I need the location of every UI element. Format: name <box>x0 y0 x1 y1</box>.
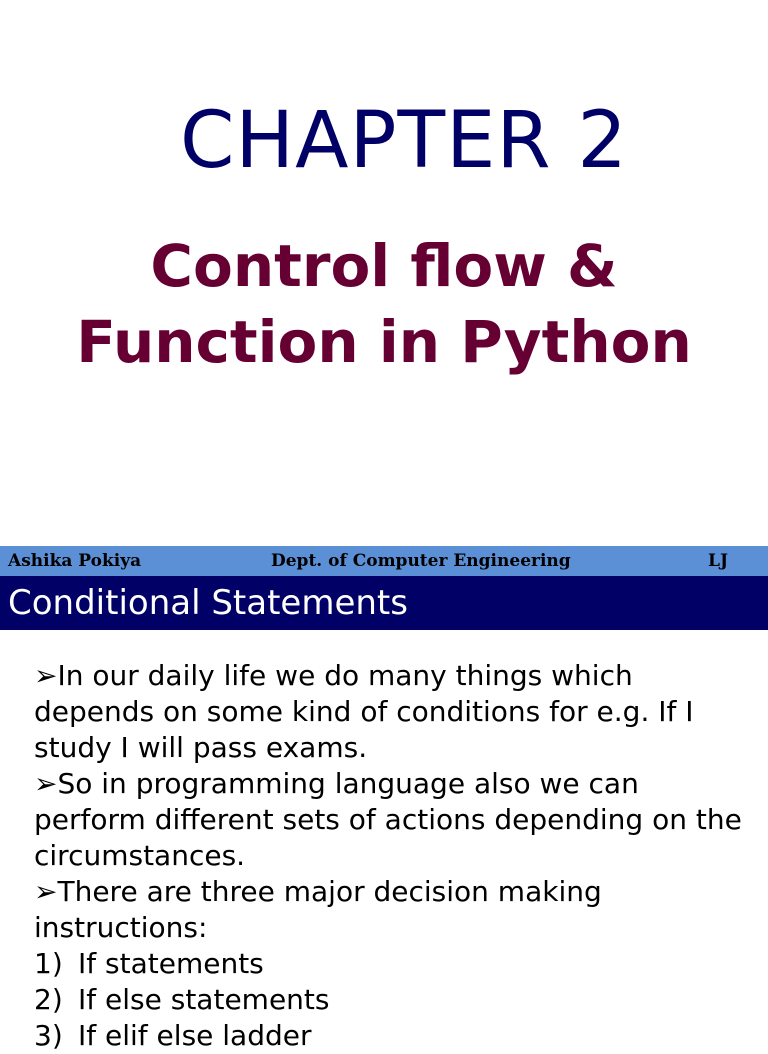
slide-content <box>34 658 754 1054</box>
chapter-subtitle <box>0 228 768 380</box>
bullet-item <box>34 766 754 874</box>
list-item <box>34 946 754 982</box>
list-number: 3) <box>34 1019 63 1052</box>
list-number: 2) <box>34 983 63 1016</box>
bullet-item <box>34 658 754 766</box>
bullet-text: There are three major decision making instructions: <box>34 875 602 944</box>
arrow-bullet-icon: ➢ <box>34 767 58 800</box>
slide-title: Conditional Statements <box>8 583 408 623</box>
arrow-bullet-icon: ➢ <box>34 875 58 908</box>
list-number: 1) <box>34 947 63 980</box>
footer-department: Dept. of Computer Engineering <box>271 551 571 571</box>
bullet-item <box>34 874 754 946</box>
footer-author: Ashika Pokiya <box>8 551 142 571</box>
chapter-heading: CHAPTER 2 <box>179 96 629 186</box>
list-text: If elif else ladder <box>78 1019 312 1052</box>
list-item <box>34 982 754 1018</box>
footer-org: LJ <box>708 551 728 571</box>
arrow-bullet-icon: ➢ <box>34 659 58 692</box>
slide-title-bar <box>0 576 768 630</box>
list-text: If else statements <box>78 983 330 1016</box>
bullet-text: So in programming language also we can perform different sets of actions depending on the circumstances. <box>34 767 742 872</box>
list-item <box>34 1018 754 1054</box>
slide-footer <box>0 546 768 576</box>
bullet-text: In our daily life we do many things which depends on some kind of conditions for e.g. If I study I will pass exams. <box>34 659 694 764</box>
subtitle-line-1: Control flow & <box>150 232 618 300</box>
subtitle-line-2: Function in Python <box>76 308 692 376</box>
list-text: If statements <box>78 947 264 980</box>
